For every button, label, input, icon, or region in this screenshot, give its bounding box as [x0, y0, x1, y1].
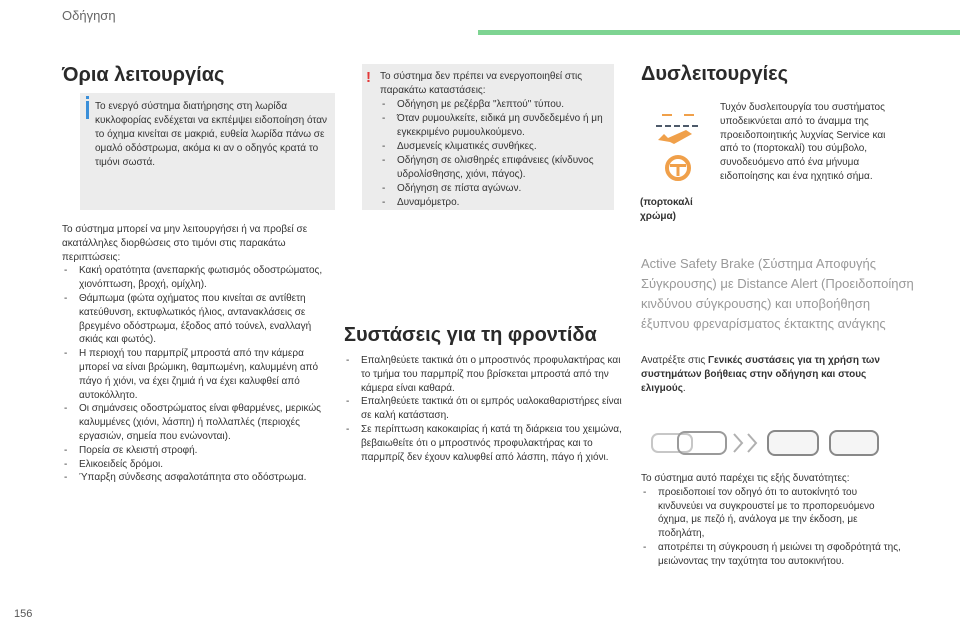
list-item: - Δυναμόμετρο. [380, 196, 610, 210]
lane-departure-warning-icon [648, 100, 708, 185]
ref-link: Γενικές συστάσεις για τη χρήση των συστημάτων βοήθειας στην οδήγηση και στους ελιγμούς [641, 355, 880, 394]
list-item: - Επαληθεύετε τακτικά ότι οι εμπρός υαλοκαθαριστήρες είναι σε καλή κατάσταση. [344, 395, 624, 423]
ref-paragraph [641, 354, 896, 395]
info-icon [86, 101, 89, 119]
list-item: - Οδήγηση με ρεζέρβα "λεπτού" τύπου. [380, 98, 610, 112]
list-item: - Ύπαρξη σύνδεσης ασφαλοτάπητα στο οδόστρωμα. [62, 471, 332, 485]
page-number: 156 [14, 608, 33, 620]
list-item: - Η περιοχή του παρμπρίζ μπροστά από την κάμερα μπορεί να είναι βρώμικη, θαμπωμένη, καλυμμένη από πάγο ή χιόνι, να έχει ζημιά ή να έχει καλυφθεί από αυτοκόλλητο. [62, 347, 332, 402]
list-item: - Οδήγηση σε πίστα αγώνων. [380, 182, 610, 196]
warning-body [380, 70, 610, 210]
list-item: - προειδοποιεί τον οδηγό ότι το αυτοκίνητό του κινδυνεύει να συγκρουστεί με το προπορευόμενο όχημα, με πεζό ή, ανάλογα με την έκδοση, με ποδηλάτη, [641, 486, 901, 541]
list-item: - Θάμπωμα (φώτα οχήματος που κινείται σε αντίθετη κατεύθυνση, εκτυφλωτικός ήλιος, αντανακλάσεις σε βρεγμένο οδόστρωμα, έξοδος από τούνελ, εναλλαγή σκιάς και φωτός). [62, 292, 332, 347]
care-title: Συστάσεις για τη φροντίδα [344, 324, 597, 346]
care-body [344, 354, 624, 464]
icon-caption: (πορτοκαλί χρώμα) [640, 197, 693, 222]
asb-body [641, 472, 901, 569]
list-item: - Πορεία σε κλειστή στροφή. [62, 444, 332, 458]
care-list [344, 354, 624, 464]
list-item: - Επαληθεύετε τακτικά ότι ο μπροστινός προφυλακτήρας και το τμήμα του παρμπρίζ που βρίσκεται μπροστά από την κάμερα είναι καθαρά. [344, 354, 624, 395]
list-item: - Οδήγηση σε ολισθηρές επιφάνειες (κίνδυνος υδρολίσθησης, χιόνι, πάγος). [380, 154, 610, 182]
info-note [80, 93, 335, 210]
list-item: - Δυσμενείς κλιματικές συνθήκες. [380, 140, 610, 154]
list-item: - Όταν ρυμουλκείτε, ειδικά μη συνδεδεμένο ή μη εγκεκριμένο ρυμουλκούμενο. [380, 112, 610, 140]
warning-intro: Το σύστημα δεν πρέπει να ενεργοποιηθεί στις παρακάτω καταστάσεις: [380, 71, 583, 96]
asb-intro: Το σύστημα αυτό παρέχει τις εξής δυνατότητες: [641, 473, 850, 484]
asb-list [641, 486, 901, 569]
malfunction-text: Τυχόν δυσλειτουργία του συστήματος υποδεικνύεται από το άναμμα της προειδοποιητικής λυχνίας Service και από το (πορτοκαλί) του σύμβολο, συνοδευόμενο από ένα μήνυμα ειδοποίησης και ένα ηχητικό σήμα. [720, 102, 886, 182]
asb-section-title: Active Safety Brake (Σύστημα Αποφυγής Σύγκρουσης) με Distance Alert (Προειδοποίηση κινδύνου σύγκρουσης) και υποβοήθηση έξυπνου φρεναρίσματος έκτακτης ανάγκης [641, 256, 914, 331]
collision-figure [648, 428, 882, 458]
warning-list [380, 98, 610, 210]
list-item: - Οι σημάνσεις οδοστρώματος είναι φθαρμένες, μερικώς καλυμμένες (χιόνι, λάσπη) ή πολλαπλές (περιοχές εργασιών, σημεία που ενώνονται). [62, 402, 332, 443]
list-item: - Ελικοειδείς δρόμοι. [62, 458, 332, 472]
header-accent-bar [478, 30, 960, 35]
warning-lamps [648, 100, 708, 185]
running-header: Οδήγηση [62, 8, 116, 23]
warning-icon: ! [366, 69, 371, 86]
limits-title: Όρια λειτουργίας [62, 64, 225, 86]
ref-prefix: Ανατρέξτε στις [641, 355, 708, 366]
info-note-text: Το ενεργό σύστημα διατήρησης στη λωρίδα κυκλοφορίας ενδέχεται να εκπέμψει ειδοποίηση όταν το όχημα κινείται σε μακριά, ευθεία λωρίδα πάνω σε ομαλό οδόστρωμα, ακόμα κι αν ο οδηγός κρατά το τιμόνι σωστά. [95, 101, 328, 168]
list-item: - αποτρέπει τη σύγκρουση ή μειώνει τη σφοδρότητά της, μειώνοντας την ταχύτητα του αυτοκινήτου. [641, 541, 901, 569]
list-item: - Κακή ορατότητα (ανεπαρκής φωτισμός οδοστρώματος, χιονόπτωση, βροχή, ομίχλη). [62, 264, 332, 292]
car-approach-icon [648, 428, 882, 458]
limits-body [62, 223, 332, 485]
limits-intro: Το σύστημα μπορεί να μην λειτουργήσει ή να προβεί σε ακατάλληλες διορθώσεις στο τιμόνι στις παρακάτω περιπτώσεις: [62, 224, 308, 263]
ref-suffix: . [682, 382, 686, 394]
list-item: - Σε περίπτωση κακοκαιρίας ή κατά τη διάρκεια του χειμώνα, βεβαιωθείτε ότι ο μπροστινός προφυλακτήρας και το παρμπρίζ δεν έχουν καλυφθεί από λάσπη, πάγο ή χιόνι. [344, 423, 624, 464]
malfunction-title: Δυσλειτουργίες [641, 63, 789, 85]
warning-note [362, 64, 614, 210]
limits-list [62, 264, 332, 485]
